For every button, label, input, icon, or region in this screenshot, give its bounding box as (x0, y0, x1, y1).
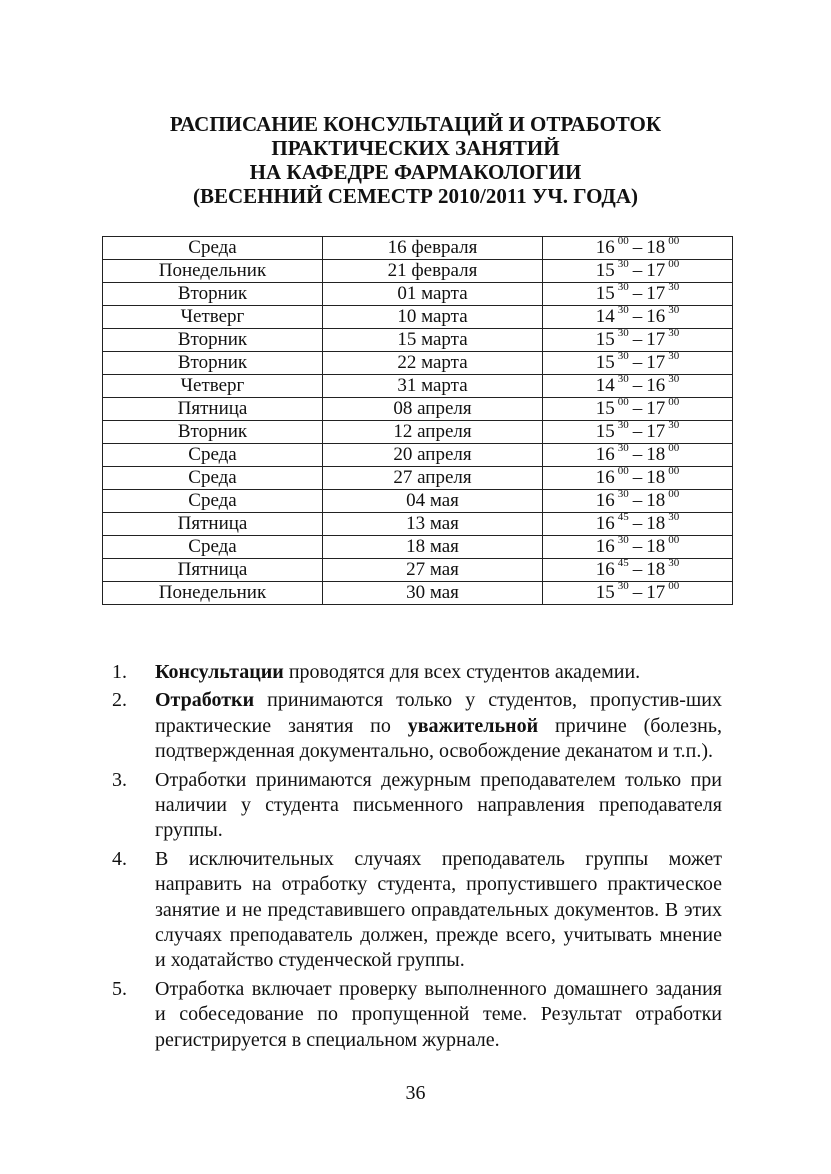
list-number: 2. (112, 689, 127, 712)
start-minutes: 30 (617, 579, 629, 592)
end-minutes: 00 (668, 464, 680, 477)
end-hour: 17 (646, 283, 666, 304)
notes-list (112, 660, 722, 1056)
end-minutes: 00 (668, 257, 680, 270)
table-row (103, 398, 733, 421)
time-cell (543, 464, 733, 490)
start-minutes: 30 (617, 280, 629, 293)
list-number: 4. (112, 847, 127, 870)
start-minutes: 30 (617, 349, 629, 362)
end-minutes: 00 (668, 441, 680, 454)
end-hour: 16 (646, 375, 666, 396)
list-number: 1. (112, 661, 127, 683)
end-minutes: 30 (668, 510, 680, 523)
end-hour: 18 (646, 444, 666, 465)
start-hour: 15 (595, 421, 615, 442)
emphasis-term: Отработки (155, 689, 255, 712)
table-row (103, 375, 733, 398)
end-minutes: 30 (668, 556, 680, 569)
end-minutes: 00 (668, 487, 680, 500)
day-cell: Среда (103, 444, 323, 467)
date-cell: 31 марта (323, 375, 543, 398)
table-row (103, 582, 733, 605)
start-minutes: 30 (617, 257, 629, 270)
note-text: проводятся для всех студентов академии. (283, 661, 641, 683)
time-cell (543, 349, 733, 375)
time-cell (543, 303, 733, 329)
table-row (103, 444, 733, 467)
end-minutes: 30 (668, 280, 680, 293)
start-minutes: 30 (617, 326, 629, 339)
title-line-4: (ВЕСЕННИЙ СЕМЕСТР 2010/2011 УЧ. ГОДА) (193, 184, 638, 208)
start-hour: 15 (595, 329, 615, 350)
table-row (103, 283, 733, 306)
date-cell: 12 апреля (323, 421, 543, 444)
day-cell: Понедельник (103, 260, 323, 283)
time-dash: – (632, 582, 643, 603)
list-item (112, 847, 722, 974)
time-dash: – (632, 536, 643, 557)
time-cell (543, 257, 733, 283)
end-hour: 18 (646, 536, 666, 557)
time-dash: – (632, 490, 643, 511)
title-line-1: РАСПИСАНИЕ КОНСУЛЬТАЦИЙ И ОТРАБОТОК (169, 112, 662, 136)
start-minutes: 00 (617, 395, 629, 408)
start-hour: 16 (595, 513, 615, 534)
table-row (103, 421, 733, 444)
date-cell: 18 мая (323, 536, 543, 559)
table-row (103, 352, 733, 375)
start-minutes: 00 (617, 464, 629, 477)
start-minutes: 45 (617, 510, 629, 523)
time-cell (543, 510, 733, 536)
emphasis-term: Консультации (155, 661, 284, 683)
day-cell: Четверг (103, 306, 323, 329)
start-minutes: 00 (617, 234, 629, 247)
page-number: 36 (405, 1082, 426, 1104)
end-minutes: 30 (668, 418, 680, 431)
start-minutes: 45 (617, 556, 629, 569)
title-line-3: НА КАФЕДРЕ ФАРМАКОЛОГИИ (249, 160, 582, 184)
day-cell: Среда (103, 536, 323, 559)
page-title (0, 112, 831, 208)
start-minutes: 30 (617, 303, 629, 316)
date-cell: 08 апреля (323, 398, 543, 421)
date-cell: 27 апреля (323, 467, 543, 490)
start-hour: 16 (595, 467, 615, 488)
table-row (103, 513, 733, 536)
time-cell (543, 556, 733, 582)
list-item (112, 768, 722, 844)
start-hour: 16 (595, 237, 615, 258)
end-minutes: 30 (668, 303, 680, 316)
start-hour: 16 (595, 490, 615, 511)
day-cell: Вторник (103, 352, 323, 375)
start-minutes: 30 (617, 418, 629, 431)
end-hour: 17 (646, 421, 666, 442)
time-dash: – (632, 375, 643, 396)
table-row (103, 306, 733, 329)
end-hour: 18 (646, 467, 666, 488)
note-text: причине (болезнь, подтвержденная документально, освобождение деканатом и т.п.). (155, 714, 722, 763)
start-hour: 16 (595, 444, 615, 465)
note-text: Отработки принимаются дежурным преподавателем только при наличии у студента письменного направления преподавателя группы. (155, 768, 722, 842)
start-hour: 15 (595, 582, 615, 603)
time-cell (543, 280, 733, 306)
day-cell: Среда (103, 237, 323, 260)
day-cell: Пятница (103, 559, 323, 582)
schedule-table (102, 236, 733, 605)
day-cell: Вторник (103, 329, 323, 352)
date-cell: 30 мая (323, 582, 543, 605)
date-cell: 13 мая (323, 513, 543, 536)
start-hour: 15 (595, 398, 615, 419)
time-cell (543, 372, 733, 398)
end-hour: 18 (646, 559, 666, 580)
time-dash: – (632, 237, 643, 258)
time-dash: – (632, 421, 643, 442)
time-dash: – (632, 559, 643, 580)
time-cell (543, 234, 733, 260)
date-cell: 27 мая (323, 559, 543, 582)
end-hour: 18 (646, 490, 666, 511)
end-hour: 17 (646, 398, 666, 419)
list-item (112, 977, 722, 1053)
start-minutes: 30 (617, 533, 629, 546)
time-cell (543, 418, 733, 444)
time-dash: – (632, 352, 643, 373)
date-cell: 21 февраля (323, 260, 543, 283)
time-cell (543, 579, 733, 605)
table-row (103, 559, 733, 582)
end-minutes: 30 (668, 326, 680, 339)
list-item (112, 660, 722, 685)
time-dash: – (632, 398, 643, 419)
end-hour: 17 (646, 260, 666, 281)
time-cell (543, 487, 733, 513)
end-minutes: 00 (668, 533, 680, 546)
table-row (103, 467, 733, 490)
end-minutes: 30 (668, 349, 680, 362)
time-dash: – (632, 513, 643, 534)
start-hour: 16 (595, 536, 615, 557)
end-minutes: 30 (668, 372, 680, 385)
list-number: 3. (112, 768, 127, 791)
time-dash: – (632, 260, 643, 281)
end-minutes: 00 (668, 579, 680, 592)
start-minutes: 30 (617, 441, 629, 454)
start-hour: 15 (595, 260, 615, 281)
time-cell (543, 441, 733, 467)
list-item (112, 688, 722, 764)
table-row (103, 329, 733, 352)
time-dash: – (632, 306, 643, 327)
date-cell: 22 марта (323, 352, 543, 375)
time-cell (543, 533, 733, 559)
start-hour: 14 (595, 306, 615, 327)
table-row (103, 536, 733, 559)
start-hour: 14 (595, 375, 615, 396)
emphasis-term: уважительной (407, 714, 539, 737)
time-dash: – (632, 283, 643, 304)
start-hour: 15 (595, 352, 615, 373)
date-cell: 01 марта (323, 283, 543, 306)
table-row (103, 260, 733, 283)
end-hour: 17 (646, 352, 666, 373)
date-cell: 15 марта (323, 329, 543, 352)
end-hour: 18 (646, 237, 666, 258)
time-cell (543, 326, 733, 352)
end-minutes: 00 (668, 395, 680, 408)
date-cell: 16 февраля (323, 237, 543, 260)
start-hour: 15 (595, 283, 615, 304)
table-row (103, 237, 733, 260)
schedule-body (103, 234, 733, 605)
note-text: Отработка включает проверку выполненного домашнего задания и собеседование по пропущенной теме. Результат отработки регистрируется в специальном журнале. (155, 977, 722, 1051)
day-cell: Вторник (103, 283, 323, 306)
end-minutes: 00 (668, 234, 680, 247)
title-line-2: ПРАКТИЧЕСКИХ ЗАНЯТИЙ (271, 136, 560, 160)
note-text: В исключительных случаях преподаватель группы может направить на отработку студента, пропустившего практическое занятие и не представившего оправдательных документов. В этих случаях преподаватель должен, прежде всего, учитывать мнение и ходатайство студенческой группы. (155, 847, 722, 972)
end-hour: 16 (646, 306, 666, 327)
time-dash: – (632, 444, 643, 465)
start-minutes: 30 (617, 372, 629, 385)
day-cell: Вторник (103, 421, 323, 444)
time-dash: – (632, 329, 643, 350)
start-minutes: 30 (617, 487, 629, 500)
date-cell: 04 мая (323, 490, 543, 513)
date-cell: 20 апреля (323, 444, 543, 467)
end-hour: 17 (646, 329, 666, 350)
list-number: 5. (112, 977, 127, 1000)
day-cell: Пятница (103, 513, 323, 536)
day-cell: Среда (103, 467, 323, 490)
day-cell: Понедельник (103, 582, 323, 605)
note-text: принимаются только у студентов, пропустив-ших практические занятия по (155, 689, 722, 737)
date-cell: 10 марта (323, 306, 543, 329)
day-cell: Четверг (103, 375, 323, 398)
end-hour: 17 (646, 582, 666, 603)
time-cell (543, 395, 733, 421)
day-cell: Среда (103, 490, 323, 513)
time-dash: – (632, 467, 643, 488)
day-cell: Пятница (103, 398, 323, 421)
table-row (103, 490, 733, 513)
start-hour: 16 (595, 559, 615, 580)
end-hour: 18 (646, 513, 666, 534)
